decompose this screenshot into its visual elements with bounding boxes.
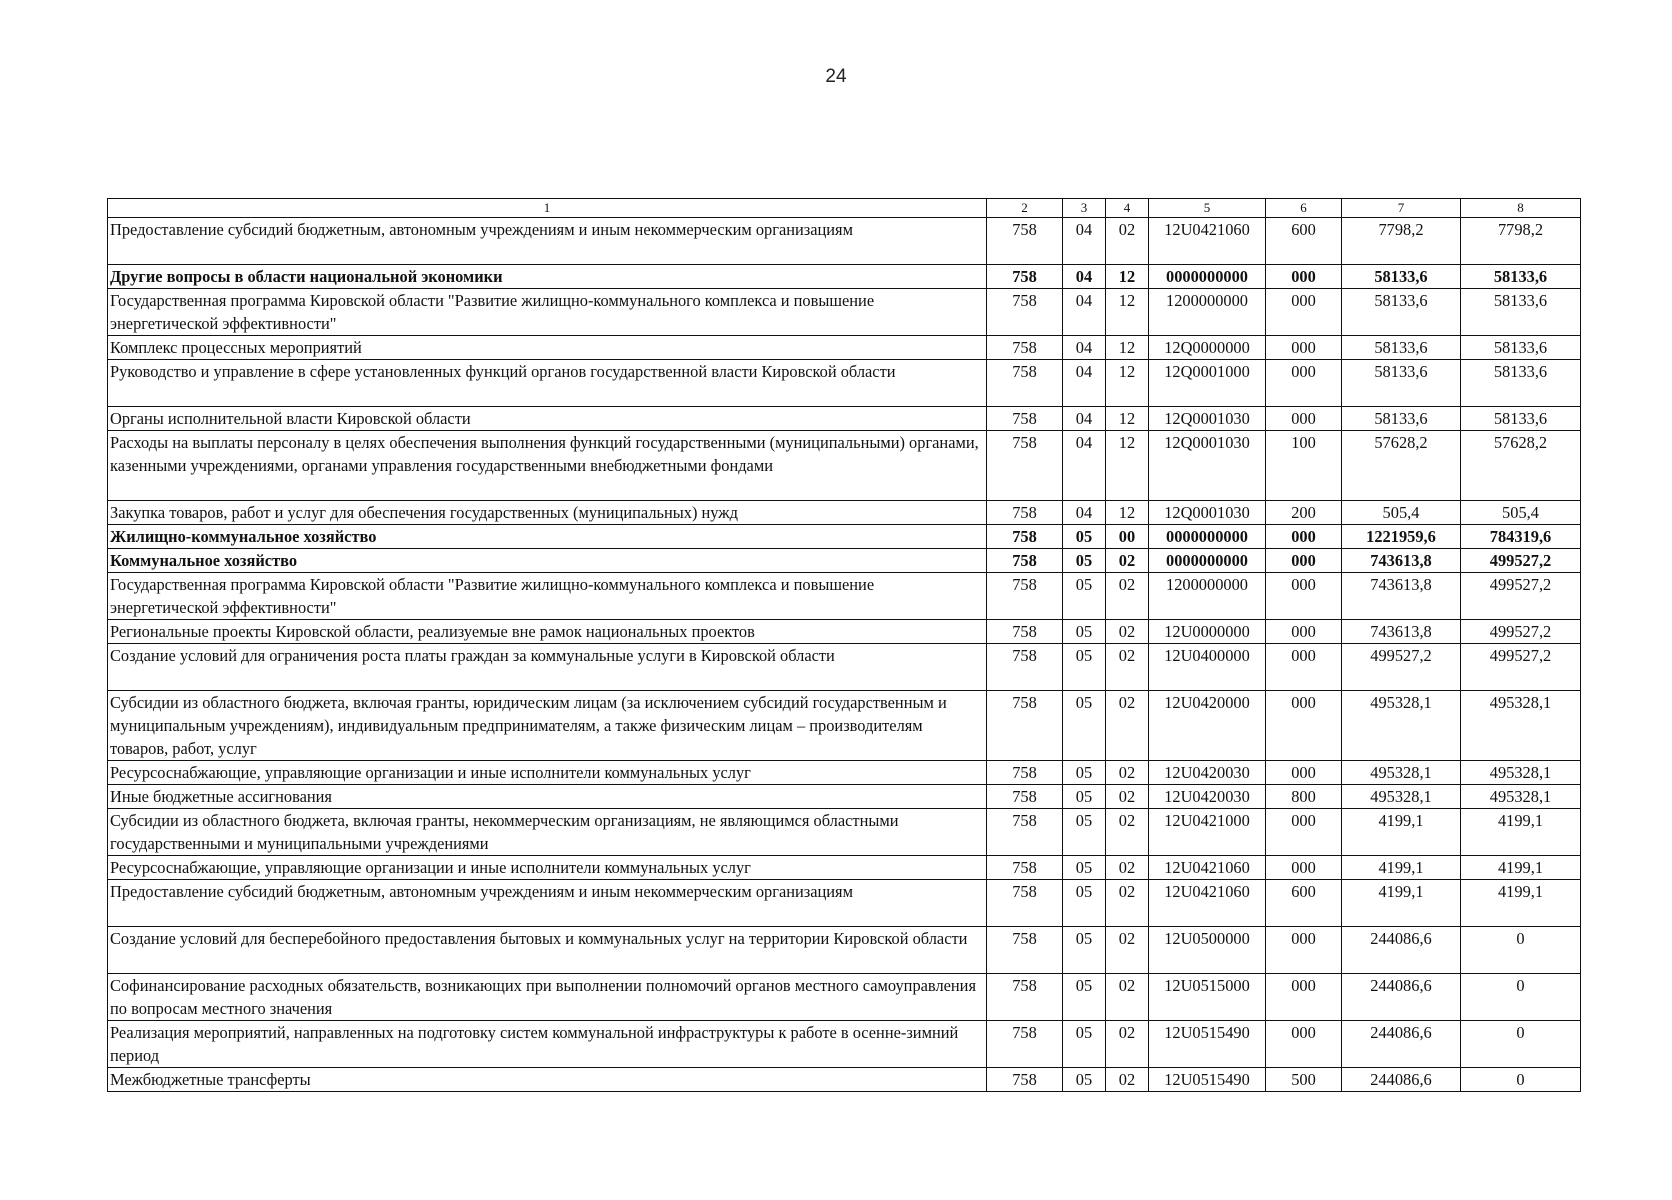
row-target-article-cell: 12U0421060 — [1149, 218, 1266, 265]
row-subsection-cell: 02 — [1106, 809, 1149, 856]
row-subsection-cell: 02 — [1106, 927, 1149, 974]
row-name-cell: Софинансирование расходных обязательств, возникающих при выполнении полномочий органов местного самоуправления по вопросам местного значения — [108, 974, 987, 1021]
row-admin-code-cell: 758 — [987, 501, 1063, 525]
row-section-cell: 05 — [1063, 644, 1106, 691]
row-amount-year2-cell: 0 — [1461, 974, 1581, 1021]
row-name-cell: Субсидии из областного бюджета, включая гранты, некоммерческим организациям, не являющимся областными государственными и муниципальными учреждениями — [108, 809, 987, 856]
row-subsection-cell: 12 — [1106, 336, 1149, 360]
row-admin-code-cell: 758 — [987, 549, 1063, 573]
row-name-cell: Предоставление субсидий бюджетным, автономным учреждениям и иным некоммерческим организациям — [108, 880, 987, 927]
table-row — [108, 407, 1581, 431]
row-subsection-cell: 12 — [1106, 501, 1149, 525]
row-admin-code-cell: 758 — [987, 431, 1063, 501]
row-expense-type-cell: 000 — [1266, 407, 1342, 431]
table-row — [108, 691, 1581, 761]
row-expense-type-cell: 000 — [1266, 289, 1342, 336]
row-expense-type-cell: 000 — [1266, 691, 1342, 761]
row-target-article-cell: 12U0000000 — [1149, 620, 1266, 644]
row-name-cell: Реализация мероприятий, направленных на подготовку систем коммунальной инфраструктуры к работе в осенне-зимний период — [108, 1021, 987, 1068]
row-amount-year2-cell: 57628,2 — [1461, 431, 1581, 501]
row-section-cell: 04 — [1063, 431, 1106, 501]
row-name-cell: Государственная программа Кировской области "Развитие жилищно-коммунального комплекса и повышение энергетической эффективности" — [108, 289, 987, 336]
row-amount-year1-cell: 244086,6 — [1342, 927, 1461, 974]
table-row — [108, 856, 1581, 880]
row-amount-year2-cell: 4199,1 — [1461, 856, 1581, 880]
row-target-article-cell: 12Q0001030 — [1149, 431, 1266, 501]
row-target-article-cell: 12U0515000 — [1149, 974, 1266, 1021]
row-admin-code-cell: 758 — [987, 1021, 1063, 1068]
row-section-cell: 05 — [1063, 856, 1106, 880]
row-expense-type-cell: 000 — [1266, 265, 1342, 289]
row-section-cell: 05 — [1063, 809, 1106, 856]
row-admin-code-cell: 758 — [987, 336, 1063, 360]
row-target-article-cell: 1200000000 — [1149, 573, 1266, 620]
row-target-article-cell: 12U0421060 — [1149, 856, 1266, 880]
header-cell: 4 — [1106, 199, 1149, 218]
row-expense-type-cell: 600 — [1266, 880, 1342, 927]
row-admin-code-cell: 758 — [987, 974, 1063, 1021]
row-amount-year1-cell: 499527,2 — [1342, 644, 1461, 691]
row-admin-code-cell: 758 — [987, 407, 1063, 431]
row-amount-year2-cell: 58133,6 — [1461, 407, 1581, 431]
row-admin-code-cell: 758 — [987, 1068, 1063, 1092]
row-subsection-cell: 12 — [1106, 360, 1149, 407]
row-amount-year1-cell: 4199,1 — [1342, 856, 1461, 880]
row-admin-code-cell: 758 — [987, 809, 1063, 856]
row-section-cell: 05 — [1063, 620, 1106, 644]
row-section-cell: 04 — [1063, 218, 1106, 265]
row-expense-type-cell: 000 — [1266, 573, 1342, 620]
row-amount-year1-cell: 7798,2 — [1342, 218, 1461, 265]
row-amount-year1-cell: 244086,6 — [1342, 1068, 1461, 1092]
row-subsection-cell: 02 — [1106, 691, 1149, 761]
table-header-row — [108, 199, 1581, 218]
row-amount-year2-cell: 7798,2 — [1461, 218, 1581, 265]
row-admin-code-cell: 758 — [987, 525, 1063, 549]
row-amount-year2-cell: 499527,2 — [1461, 549, 1581, 573]
row-name-cell: Комплекс процессных мероприятий — [108, 336, 987, 360]
row-admin-code-cell: 758 — [987, 265, 1063, 289]
row-section-cell: 04 — [1063, 289, 1106, 336]
table-body — [108, 199, 1581, 1092]
row-section-cell: 05 — [1063, 761, 1106, 785]
row-name-cell: Коммунальное хозяйство — [108, 549, 987, 573]
row-amount-year2-cell: 499527,2 — [1461, 620, 1581, 644]
row-section-cell: 04 — [1063, 265, 1106, 289]
row-section-cell: 05 — [1063, 785, 1106, 809]
row-amount-year1-cell: 1221959,6 — [1342, 525, 1461, 549]
row-target-article-cell: 12Q0001030 — [1149, 501, 1266, 525]
row-subsection-cell: 02 — [1106, 573, 1149, 620]
row-amount-year1-cell: 57628,2 — [1342, 431, 1461, 501]
header-cell: 1 — [108, 199, 987, 218]
row-section-cell: 05 — [1063, 880, 1106, 927]
row-amount-year1-cell: 495328,1 — [1342, 691, 1461, 761]
row-name-cell: Другие вопросы в области национальной экономики — [108, 265, 987, 289]
row-target-article-cell: 12U0420030 — [1149, 761, 1266, 785]
table-row — [108, 927, 1581, 974]
table-row — [108, 265, 1581, 289]
row-section-cell: 05 — [1063, 1021, 1106, 1068]
row-name-cell: Предоставление субсидий бюджетным, автономным учреждениям и иным некоммерческим организациям — [108, 218, 987, 265]
table-row — [108, 620, 1581, 644]
row-amount-year2-cell: 58133,6 — [1461, 289, 1581, 336]
row-target-article-cell: 12U0500000 — [1149, 927, 1266, 974]
row-expense-type-cell: 600 — [1266, 218, 1342, 265]
row-expense-type-cell: 000 — [1266, 809, 1342, 856]
table-row — [108, 644, 1581, 691]
row-amount-year2-cell: 499527,2 — [1461, 573, 1581, 620]
row-name-cell: Региональные проекты Кировской области, реализуемые вне рамок национальных проектов — [108, 620, 987, 644]
row-name-cell: Межбюджетные трансферты — [108, 1068, 987, 1092]
row-amount-year2-cell: 4199,1 — [1461, 809, 1581, 856]
row-admin-code-cell: 758 — [987, 927, 1063, 974]
row-admin-code-cell: 758 — [987, 218, 1063, 265]
row-amount-year1-cell: 743613,8 — [1342, 620, 1461, 644]
table-row — [108, 289, 1581, 336]
row-subsection-cell: 02 — [1106, 1021, 1149, 1068]
row-name-cell: Закупка товаров, работ и услуг для обеспечения государственных (муниципальных) нужд — [108, 501, 987, 525]
row-subsection-cell: 12 — [1106, 265, 1149, 289]
row-name-cell: Органы исполнительной власти Кировской области — [108, 407, 987, 431]
row-amount-year1-cell: 244086,6 — [1342, 1021, 1461, 1068]
row-amount-year1-cell: 58133,6 — [1342, 289, 1461, 336]
row-name-cell: Создание условий для бесперебойного предоставления бытовых и коммунальных услуг на территории Кировской области — [108, 927, 987, 974]
row-amount-year1-cell: 58133,6 — [1342, 265, 1461, 289]
row-expense-type-cell: 000 — [1266, 1021, 1342, 1068]
row-expense-type-cell: 100 — [1266, 431, 1342, 501]
row-target-article-cell: 12U0515490 — [1149, 1068, 1266, 1092]
table-row — [108, 785, 1581, 809]
row-amount-year2-cell: 0 — [1461, 1021, 1581, 1068]
table-row — [108, 573, 1581, 620]
row-expense-type-cell: 000 — [1266, 761, 1342, 785]
row-subsection-cell: 02 — [1106, 974, 1149, 1021]
row-name-cell: Руководство и управление в сфере установленных функций органов государственной власти Кировской области — [108, 360, 987, 407]
table-row — [108, 501, 1581, 525]
row-amount-year2-cell: 0 — [1461, 1068, 1581, 1092]
table-row — [108, 336, 1581, 360]
row-admin-code-cell: 758 — [987, 880, 1063, 927]
row-amount-year2-cell: 58133,6 — [1461, 360, 1581, 407]
row-subsection-cell: 02 — [1106, 549, 1149, 573]
row-section-cell: 05 — [1063, 1068, 1106, 1092]
row-name-cell: Расходы на выплаты персоналу в целях обеспечения выполнения функций государственными (муниципальными) органами, казенными учреждениями, органами управления государственными внебюджетными фондами — [108, 431, 987, 501]
row-amount-year1-cell: 58133,6 — [1342, 360, 1461, 407]
row-subsection-cell: 12 — [1106, 407, 1149, 431]
row-admin-code-cell: 758 — [987, 360, 1063, 407]
row-subsection-cell: 02 — [1106, 785, 1149, 809]
row-target-article-cell: 0000000000 — [1149, 265, 1266, 289]
row-expense-type-cell: 000 — [1266, 525, 1342, 549]
row-subsection-cell: 02 — [1106, 218, 1149, 265]
row-admin-code-cell: 758 — [987, 785, 1063, 809]
row-amount-year2-cell: 495328,1 — [1461, 761, 1581, 785]
row-section-cell: 05 — [1063, 691, 1106, 761]
row-name-cell: Иные бюджетные ассигнования — [108, 785, 987, 809]
row-admin-code-cell: 758 — [987, 573, 1063, 620]
row-target-article-cell: 12Q0001000 — [1149, 360, 1266, 407]
row-amount-year2-cell: 784319,6 — [1461, 525, 1581, 549]
row-subsection-cell: 12 — [1106, 431, 1149, 501]
row-name-cell: Создание условий для ограничения роста платы граждан за коммунальные услуги в Кировской области — [108, 644, 987, 691]
table-row — [108, 549, 1581, 573]
page-number: 24 — [825, 66, 847, 87]
table-row — [108, 218, 1581, 265]
header-cell: 7 — [1342, 199, 1461, 218]
header-cell: 8 — [1461, 199, 1581, 218]
row-target-article-cell: 12U0421060 — [1149, 880, 1266, 927]
row-subsection-cell: 02 — [1106, 644, 1149, 691]
row-target-article-cell: 12U0421000 — [1149, 809, 1266, 856]
row-subsection-cell: 02 — [1106, 880, 1149, 927]
row-section-cell: 04 — [1063, 501, 1106, 525]
row-amount-year1-cell: 4199,1 — [1342, 880, 1461, 927]
row-expense-type-cell: 000 — [1266, 644, 1342, 691]
row-name-cell: Ресурсоснабжающие, управляющие организации и иные исполнители коммунальных услуг — [108, 856, 987, 880]
row-amount-year2-cell: 505,4 — [1461, 501, 1581, 525]
row-subsection-cell: 02 — [1106, 620, 1149, 644]
row-target-article-cell: 12U0420000 — [1149, 691, 1266, 761]
row-expense-type-cell: 500 — [1266, 1068, 1342, 1092]
row-expense-type-cell: 000 — [1266, 620, 1342, 644]
row-amount-year1-cell: 743613,8 — [1342, 573, 1461, 620]
row-expense-type-cell: 200 — [1266, 501, 1342, 525]
row-amount-year1-cell: 4199,1 — [1342, 809, 1461, 856]
row-admin-code-cell: 758 — [987, 856, 1063, 880]
row-section-cell: 04 — [1063, 360, 1106, 407]
row-subsection-cell: 02 — [1106, 1068, 1149, 1092]
row-section-cell: 05 — [1063, 549, 1106, 573]
row-amount-year1-cell: 495328,1 — [1342, 761, 1461, 785]
row-target-article-cell: 12U0400000 — [1149, 644, 1266, 691]
row-target-article-cell: 1200000000 — [1149, 289, 1266, 336]
table-row — [108, 809, 1581, 856]
row-amount-year1-cell: 58133,6 — [1342, 336, 1461, 360]
row-name-cell: Жилищно-коммунальное хозяйство — [108, 525, 987, 549]
header-cell: 3 — [1063, 199, 1106, 218]
table-row — [108, 880, 1581, 927]
row-name-cell: Субсидии из областного бюджета, включая гранты, юридическим лицам (за исключением субсидий государственным и муниципальным учреждениям), индивидуальным предпринимателям, а также физическим лицам – производителям товаров, работ, услуг — [108, 691, 987, 761]
row-target-article-cell: 12U0515490 — [1149, 1021, 1266, 1068]
row-target-article-cell: 12U0420030 — [1149, 785, 1266, 809]
table-row — [108, 360, 1581, 407]
row-expense-type-cell: 800 — [1266, 785, 1342, 809]
header-cell: 6 — [1266, 199, 1342, 218]
row-target-article-cell: 12Q0001030 — [1149, 407, 1266, 431]
row-admin-code-cell: 758 — [987, 691, 1063, 761]
row-amount-year2-cell: 495328,1 — [1461, 785, 1581, 809]
row-expense-type-cell: 000 — [1266, 927, 1342, 974]
table-row — [108, 525, 1581, 549]
header-cell: 2 — [987, 199, 1063, 218]
row-amount-year2-cell: 499527,2 — [1461, 644, 1581, 691]
row-expense-type-cell: 000 — [1266, 549, 1342, 573]
row-amount-year1-cell: 58133,6 — [1342, 407, 1461, 431]
row-amount-year2-cell: 495328,1 — [1461, 691, 1581, 761]
row-amount-year1-cell: 505,4 — [1342, 501, 1461, 525]
row-section-cell: 05 — [1063, 974, 1106, 1021]
row-section-cell: 05 — [1063, 927, 1106, 974]
row-amount-year2-cell: 4199,1 — [1461, 880, 1581, 927]
table-row — [108, 1068, 1581, 1092]
table-row — [108, 974, 1581, 1021]
row-admin-code-cell: 758 — [987, 620, 1063, 644]
row-section-cell: 04 — [1063, 336, 1106, 360]
row-target-article-cell: 0000000000 — [1149, 549, 1266, 573]
table-row — [108, 431, 1581, 501]
row-admin-code-cell: 758 — [987, 289, 1063, 336]
row-amount-year2-cell: 58133,6 — [1461, 336, 1581, 360]
row-expense-type-cell: 000 — [1266, 360, 1342, 407]
row-section-cell: 04 — [1063, 407, 1106, 431]
row-amount-year2-cell: 0 — [1461, 927, 1581, 974]
row-amount-year1-cell: 244086,6 — [1342, 974, 1461, 1021]
header-cell: 5 — [1149, 199, 1266, 218]
row-expense-type-cell: 000 — [1266, 336, 1342, 360]
row-amount-year1-cell: 495328,1 — [1342, 785, 1461, 809]
row-name-cell: Государственная программа Кировской области "Развитие жилищно-коммунального комплекса и повышение энергетической эффективности" — [108, 573, 987, 620]
row-subsection-cell: 12 — [1106, 289, 1149, 336]
row-target-article-cell: 0000000000 — [1149, 525, 1266, 549]
row-subsection-cell: 02 — [1106, 856, 1149, 880]
row-target-article-cell: 12Q0000000 — [1149, 336, 1266, 360]
row-expense-type-cell: 000 — [1266, 856, 1342, 880]
budget-table — [107, 198, 1581, 1092]
table-row — [108, 761, 1581, 785]
row-expense-type-cell: 000 — [1266, 974, 1342, 1021]
table-row — [108, 1021, 1581, 1068]
row-admin-code-cell: 758 — [987, 644, 1063, 691]
row-amount-year1-cell: 743613,8 — [1342, 549, 1461, 573]
row-section-cell: 05 — [1063, 573, 1106, 620]
row-subsection-cell: 00 — [1106, 525, 1149, 549]
row-name-cell: Ресурсоснабжающие, управляющие организации и иные исполнители коммунальных услуг — [108, 761, 987, 785]
row-admin-code-cell: 758 — [987, 761, 1063, 785]
row-subsection-cell: 02 — [1106, 761, 1149, 785]
row-amount-year2-cell: 58133,6 — [1461, 265, 1581, 289]
row-section-cell: 05 — [1063, 525, 1106, 549]
